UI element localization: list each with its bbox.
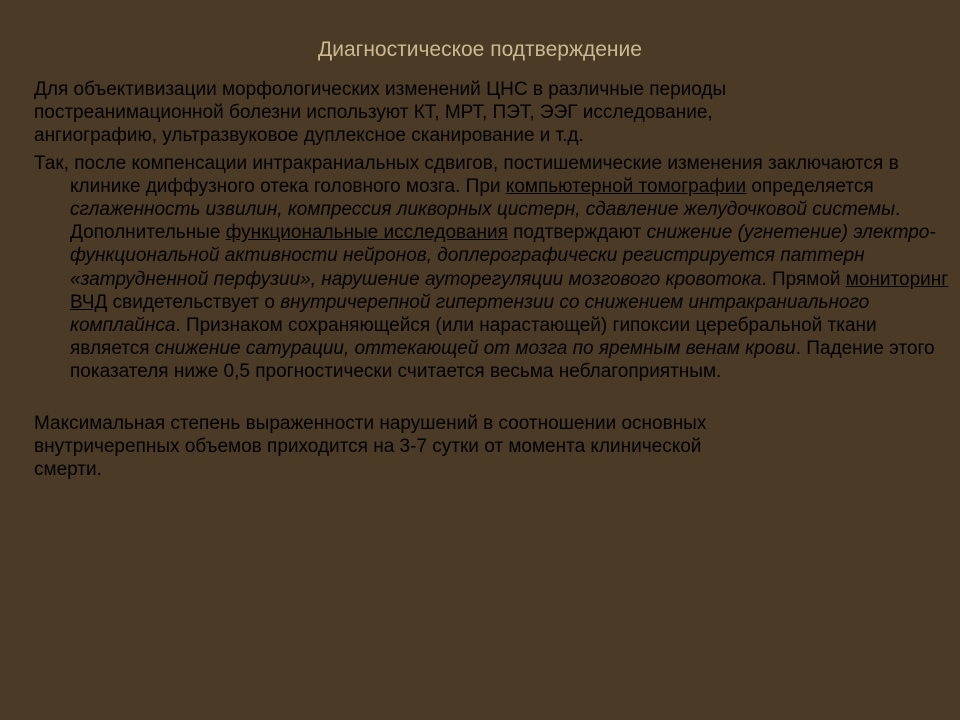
paragraph-line: ангиографию, ультразвуковое дуплексное сканирование и т.д. <box>34 125 584 147</box>
text-segment: Так, после компенсации интракраниальных сдвигов, постишемические изменения заключаются в клинике диффузного отека головного мозга. При <box>34 152 899 197</box>
text-segment: . Падение этого показателя ниже 0,5 прогностически считается весьма неблагоприятным. <box>70 338 935 383</box>
link-ct[interactable]: компьютерной томографии <box>505 175 747 197</box>
paragraph-methods <box>34 78 950 148</box>
italic-segment: внутричерепной гипертензии со снижением интракраниального комплайнса <box>70 291 870 337</box>
paragraph-timing <box>34 412 950 482</box>
link-icp-monitoring[interactable]: мониторинг ВЧД <box>70 268 949 313</box>
italic-segment: сглаженность извилин, компрессия ликворных цистерн, сдавление желудочковой системы <box>70 199 896 221</box>
text-segment: . Прямой <box>761 268 846 290</box>
text-segment: . Дополнительные <box>70 199 901 244</box>
paragraph-line: смерти. <box>34 459 102 481</box>
text-segment: свидетельствует о <box>107 291 281 313</box>
slide-body <box>34 78 950 485</box>
paragraph-line: постреанимационной болезни используют КТ, МРТ, ПЭТ, ЭЭГ исследование, <box>34 102 713 124</box>
text-segment: подтверждают <box>507 222 647 244</box>
text-segment: определяется <box>746 175 874 197</box>
paragraph-line: Максимальная степень выраженности нарушений в соотношении основных <box>34 412 707 434</box>
slide-title: Диагностическое подтверждение <box>318 38 642 61</box>
paragraph-findings <box>34 152 950 384</box>
paragraph-line: Для объективизации морфологических изменений ЦНС в различные периоды <box>34 79 727 100</box>
link-functional-studies[interactable]: функциональные исследования <box>225 222 508 244</box>
italic-segment: снижение (угнетение) электро-функциональной активности нейронов, доплерографически регистрируется паттерн «затрудненной перфузии», нарушение ауторегуляции мозгового кровотока <box>70 222 936 290</box>
paragraph-line: внутричерепных объемов приходится на 3-7 сутки от момента клинической <box>34 435 702 457</box>
text-segment: . Признаком сохраняющейся (или нарастающей) гипоксии церебральной ткани является <box>70 315 877 360</box>
italic-segment: снижение сатурации, оттекающей от мозга по яремным венам крови <box>154 338 796 360</box>
